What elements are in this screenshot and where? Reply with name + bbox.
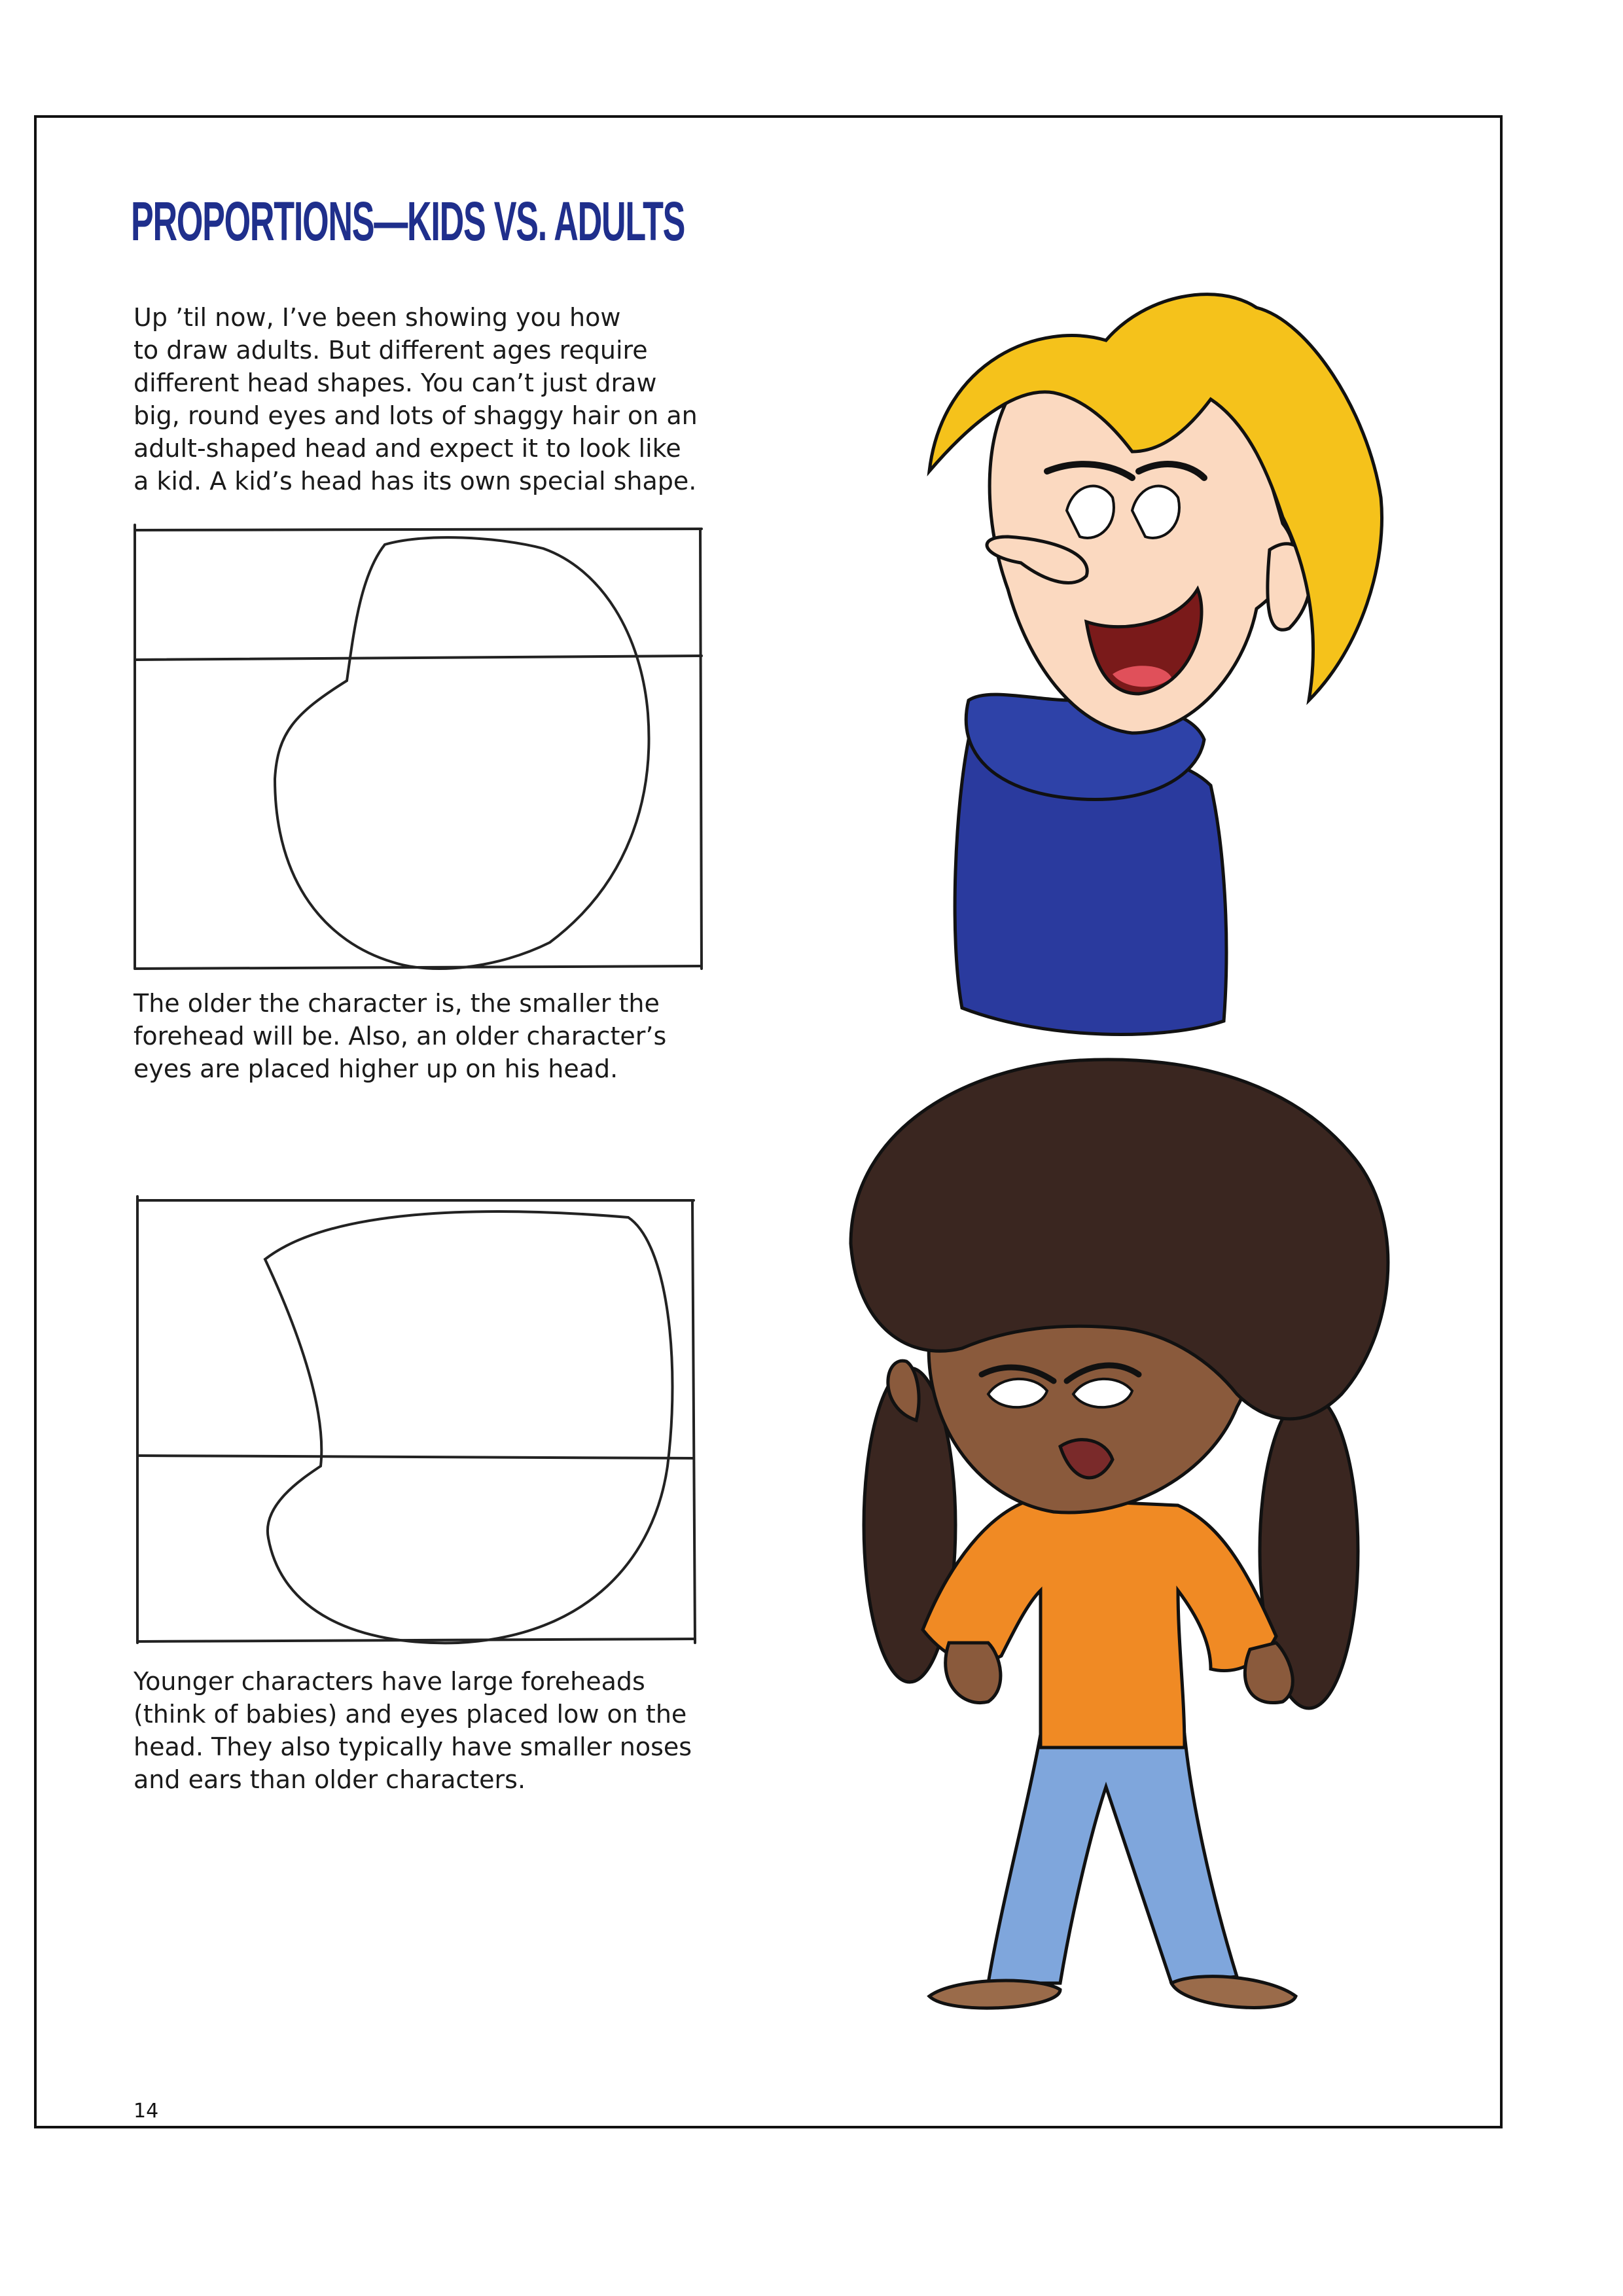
adult-caption-line: The older the character is, the smaller the	[134, 989, 660, 1018]
kid-caption-line: Younger characters have large foreheads	[134, 1667, 645, 1696]
kid-caption-line: head. They also typically have smaller noses	[134, 1732, 692, 1761]
intro-line: Up ’til now, I’ve been showing you how	[134, 303, 621, 332]
page-number: 14	[134, 2100, 159, 2123]
adult-caption-line: forehead will be. Also, an older character’s	[134, 1022, 667, 1050]
kid-caption-line: (think of babies) and eyes placed low on the	[134, 1700, 687, 1729]
adult-caption-line: eyes are placed higher up on his head.	[134, 1054, 618, 1083]
intro-line: big, round eyes and lots of shaggy hair on an	[134, 401, 698, 430]
girl-hand-left	[946, 1643, 1001, 1703]
girl-shoe-right	[1171, 1977, 1296, 2008]
intro-line: to draw adults. But different ages require	[134, 336, 648, 365]
kid-caption-line: and ears than older characters.	[134, 1765, 526, 1794]
kid-caption	[134, 1665, 692, 1796]
adult-head-sketch	[131, 517, 707, 975]
adult-boy-illustration	[916, 281, 1440, 1054]
girl-pants	[988, 1734, 1237, 1983]
adult-caption	[134, 987, 666, 1085]
intro-line: different head shapes. You can’t just draw	[134, 368, 657, 397]
girl-shoe-left	[929, 1981, 1060, 2008]
girl-shirt	[923, 1499, 1276, 1748]
kid-head-sketch	[131, 1191, 707, 1649]
intro-line: a kid. A kid’s head has its own special shape.	[134, 467, 697, 495]
intro-line: adult-shaped head and expect it to look like	[134, 434, 681, 463]
intro-paragraph	[134, 301, 698, 497]
kid-girl-illustration	[844, 1054, 1433, 2022]
page-title: PROPORTIONS—KIDS VS. ADULTS	[131, 190, 685, 252]
